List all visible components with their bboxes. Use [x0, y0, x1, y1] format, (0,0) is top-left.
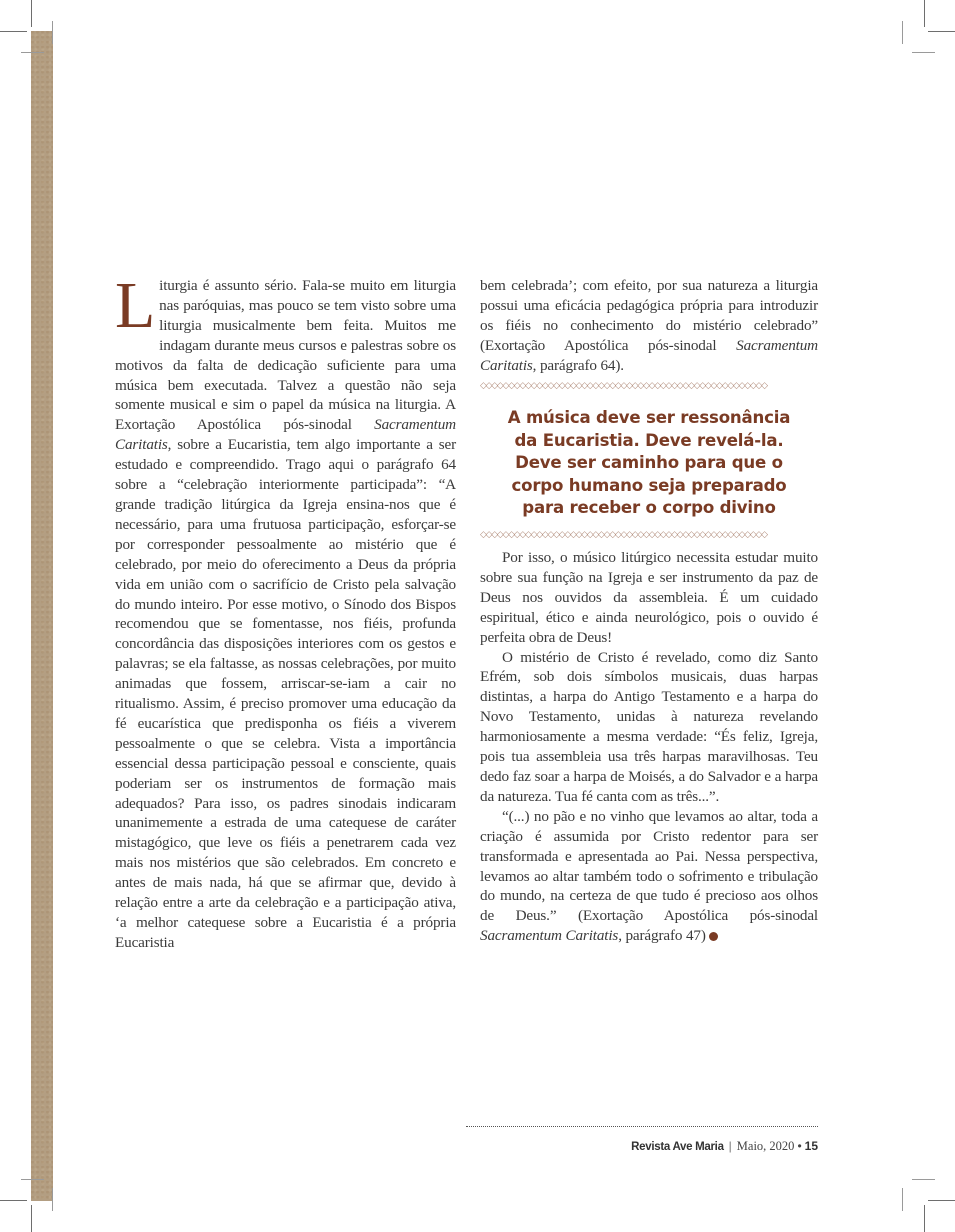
- pull-quote-line: para receber o corpo divino: [522, 498, 776, 518]
- document-title-italic: Sacramentum Caritatis: [480, 927, 619, 945]
- decorative-side-stripe: [31, 31, 53, 1201]
- drop-cap: L: [115, 269, 156, 342]
- diamond-divider-top: ◇◇◇◇◇◇◇◇◇◇◇◇◇◇◇◇◇◇◇◇◇◇◇◇◇◇◇◇◇◇◇◇◇◇◇◇◇◇◇◇◇◇◇◇◇◇◇◇◇◇◇: [480, 382, 767, 390]
- pull-quote-line: Deve ser caminho para que o: [515, 453, 783, 473]
- footer-bullet: •: [797, 1139, 802, 1153]
- crop-mark: [924, 0, 925, 27]
- magazine-name: Revista Ave Maria: [631, 1141, 724, 1153]
- bleed-mark: [21, 52, 44, 53]
- crop-mark: [31, 1205, 32, 1232]
- bleed-mark: [902, 21, 903, 44]
- page-footer: [631, 1139, 818, 1154]
- crop-mark: [928, 1200, 955, 1201]
- diamond-divider-bottom: ◇◇◇◇◇◇◇◇◇◇◇◇◇◇◇◇◇◇◇◇◇◇◇◇◇◇◇◇◇◇◇◇◇◇◇◇◇◇◇◇◇◇◇◇◇◇◇◇◇◇◇: [480, 531, 767, 539]
- page-number: 15: [804, 1139, 818, 1153]
- article-right-column-top: [480, 276, 818, 376]
- pull-quote-line: A música deve ser ressonância: [507, 408, 791, 427]
- crop-mark: [924, 1205, 925, 1232]
- issue-date: Maio, 2020: [736, 1139, 795, 1153]
- article-paragraph: O mistério de Cristo é revelado, como diz Santo Efrém, sob dois símbolos musicais, duas harpas distintas, a harpa do Antigo Testamento e a harpa do Novo Testamento, unidas à natureza revelando harmoniosamente a mesma verdade: “És feliz, Igreja, pois tua assembleia usa três harpas maravilhosas. Teu dedo faz soar a harpa de Moisés, a do Salvador e a harpa da natureza. Tua fé canta com as três...”.: [480, 648, 818, 805]
- pull-quote-line: corpo humano seja preparado: [511, 475, 787, 495]
- crop-mark: [0, 1200, 27, 1201]
- document-title-italic: Sacramentum Caritatis: [480, 336, 818, 374]
- footer-dotted-rule: [466, 1126, 818, 1127]
- body-text: bem celebrada’; com efeito, por sua natureza a liturgia possui uma eficácia pedagógica própria para introduzir os fiéis no conhecimento do mistério celebrado” (Exortação Apostólica pós-sinodal: [480, 277, 818, 354]
- bleed-mark: [912, 1179, 935, 1180]
- document-title-italic: Sacramentum Caritatis: [115, 416, 456, 454]
- crop-mark: [31, 0, 32, 27]
- article-paragraph: [480, 276, 818, 376]
- body-text: , sobre a Eucaristia, tem algo importante a ser estudado e compreendido. Trago aqui o parágrafo 64 sobre a “celebração interiormente participada”: “A grande tradição litúrgica da Igreja ensina-nos que é necessário, para uma frutuosa participação, esforçar-se por corresponder pessoalmente ao mistério que é celebrado, por meio do oferecimento a Deus da própria vida em união com o sacrifício de Cristo pela salvação do mundo inteiro. Por esse motivo, o Sínodo dos Bispos recomendou que se fomentasse, nos fiéis, profunda concordância das disposições interiores com os gestos e palavras; se ela faltasse, as nossas celebrações, por muito animadas que fossem, arriscar-se-iam a cair no ritualismo. Assim, é preciso promover uma educação da fé eucarística que predisponha os fiéis a viverem pessoalmente o que se celebra. Vista a importância essencial dessa participação pessoal e consciente, quais poderiam ser os instrumentos de formação mais adequados? Para isso, os padres sinodais indicaram unanimemente a estrada de uma catequese de caráter mistagógico, que leve os fiéis a penetrarem cada vez mais nos mistérios que são celebrados. Em concreto e antes de mais nada, há que se afirmar que, devido à relação entre a arte da celebração e a participação ativa, ‘a melhor catequese sobre a Eucaristia é a própria Eucaristia: [115, 436, 456, 951]
- article-paragraph: Por isso, o músico litúrgico necessita estudar muito sobre sua função na Igreja e ser instrumento da paz de Deus nos ouvidos da assembleia. É um cuidado espiritual, ético e ainda neurológico, pois o ouvido é perfeita obra de Deus!: [480, 549, 818, 646]
- body-text: iturgia é assunto sério. Fala-se muito em liturgia nas paróquias, mas pouco se tem visto sobre uma liturgia musicalmente bem feita. Muitos me indagam durante meus cursos e palestras sobre os motivos da falta de dedicação suficiente para uma música bem executada. Talvez a questão não seja somente musical e sim o papel da música na liturgia. A Exortação Apostólica pós-sinodal: [115, 277, 456, 434]
- pull-quote-line: da Eucaristia. Deve revelá-la.: [514, 430, 784, 450]
- bleed-mark: [52, 21, 53, 44]
- article-paragraph: [480, 807, 818, 946]
- bleed-mark: [52, 1188, 53, 1211]
- article-left-column: [115, 269, 456, 953]
- bleed-mark: [21, 1179, 44, 1180]
- article-intro-paragraph: [115, 269, 456, 953]
- footer-separator: |: [728, 1139, 732, 1153]
- end-of-article-icon: [709, 932, 718, 941]
- crop-mark: [928, 31, 955, 32]
- crop-mark: [0, 31, 27, 32]
- body-text: “(...) no pão e no vinho que levamos ao altar, toda a criação é assumida por Cristo redentor para ser transformada e apresentada ao Pai. Nessa perspectiva, levamos ao altar também todo o sofrimento e tribulação do mundo, na certeza de que tudo é precioso aos olhos de Deus.” (Exortação Apostólica pós-sinodal: [480, 807, 818, 925]
- body-text: , parágrafo 64).: [532, 356, 624, 374]
- bleed-mark: [902, 1188, 903, 1211]
- body-text: , parágrafo 47): [618, 927, 706, 945]
- pull-quote: [480, 407, 818, 520]
- article-right-column-bottom: [480, 548, 818, 946]
- bleed-mark: [912, 52, 935, 53]
